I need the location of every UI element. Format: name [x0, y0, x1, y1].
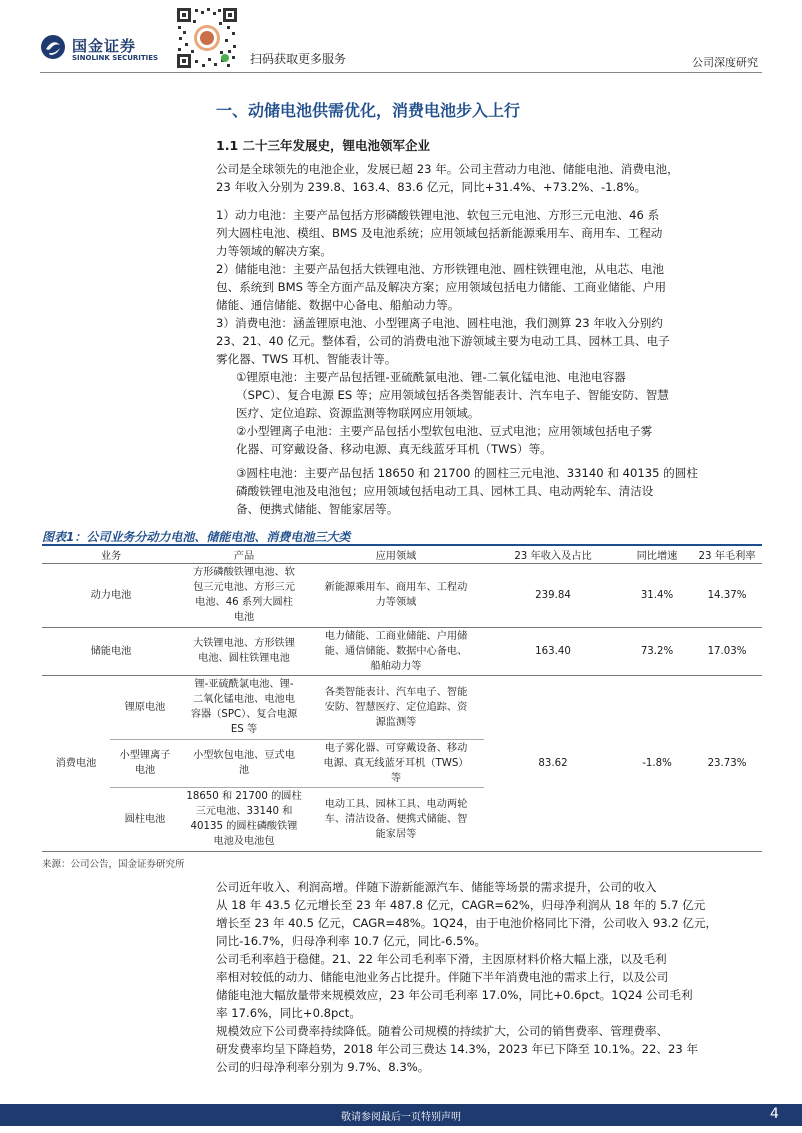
text-line: 公司近年收入、利润高增。伴随下游新能源汽车、储能等场景的需求提升，公司的收入: [216, 880, 657, 894]
cell-revenue: 163.40: [484, 627, 622, 675]
cell-business: 消费电池: [42, 675, 110, 851]
brand-logo: [40, 34, 170, 66]
cell-line: 锂-亚硫酰氯电池、锂-: [194, 679, 294, 690]
page-header: [0, 0, 802, 80]
text-line: 雾化器、TWS 耳机、智能表计等。: [216, 352, 397, 366]
cell-sub-business: 锂原电池: [110, 675, 180, 739]
cell-line: 电池、圆柱铁锂电池: [198, 653, 290, 664]
paragraph-storage-battery: [216, 260, 764, 314]
paragraph-gross-margin: [216, 950, 764, 1022]
cell-sub-business: [110, 739, 180, 787]
cell-line: ES 等: [230, 724, 258, 735]
table-row-power: [42, 563, 762, 627]
document-type-label: 公司深度研究: [692, 56, 758, 69]
cell-line: 二氧化锰电池、电池电: [193, 694, 295, 705]
table-row-lithium-primary: [42, 675, 762, 739]
cell-line: 方形磷酸铁锂电池、软: [193, 567, 295, 578]
text-line: 3）消费电池：涵盖锂原电池、小型锂离子电池、圆柱电池，我们测算 23 年收入分别约: [216, 316, 663, 330]
text-line: 储能电池大幅放量带来规模效应，23 年公司毛利率 17.0%，同比+0.6pct。1Q24 公司毛利: [216, 988, 693, 1002]
text-line: 公司是全球领先的电池企业，发展已超 23 年。公司主营动力电池、储能电池、消费电池，: [216, 162, 679, 176]
cell-line: 40135 的圆柱磷酸铁锂: [190, 821, 298, 832]
cell-application: [308, 787, 484, 851]
header-application: 应用领域: [308, 546, 484, 563]
cell-product: [180, 627, 308, 675]
cell-margin: 23.73%: [692, 675, 762, 851]
cell-sub-business: 圆柱电池: [110, 787, 180, 851]
text-line: ③圆柱电池：主要产品包括 18650 和 21700 的圆柱三元电池、33140 和 40135 的圆柱: [236, 466, 698, 480]
cell-line: 三元电池、33140 和: [195, 806, 293, 817]
text-line: 23、21、40 亿元。整体看，公司的消费电池下游领域主要为电动工具、园林工具、电子: [216, 334, 670, 348]
paragraph-cylinder-battery: [236, 464, 764, 518]
cell-line: 电动工具、园林工具、电动两轮: [324, 798, 468, 810]
cell-line: 包三元电池、方形三元: [193, 582, 295, 593]
paragraph-expense-ratio: [216, 1022, 764, 1076]
cell-line: 电子雾化器、可穿戴设备、移动: [324, 742, 468, 754]
cell-line: 车、清洁设备、便携式储能、智: [324, 813, 468, 825]
text-line: ①锂原电池：主要产品包括锂-亚硫酰氯电池、锂-二氧化锰电池、电池电容器: [236, 370, 626, 384]
text-line: （SPC）、复合电源 ES 等；应用领域包括各类智能表计、汽车电子、智能安防、智慧: [236, 388, 669, 402]
paragraph-revenue-growth: [216, 878, 764, 950]
paragraph-lithium-primary: [236, 368, 764, 422]
header-product: 产品: [180, 546, 308, 563]
cell-line: 电源、真无线蓝牙耳机（TWS）: [323, 757, 469, 769]
cell-line: 小型软包电池、豆式电: [193, 750, 295, 761]
cell-line: 等: [390, 772, 402, 784]
header-revenue: 23 年收入及占比: [484, 546, 622, 563]
qr-code-icon[interactable]: [175, 6, 239, 70]
figure-source: 来源：公司公告，国金证券研究所: [42, 859, 185, 870]
cell-business: 动力电池: [42, 563, 180, 627]
text-line: 储能、通信储能、数据中心备电、船舶动力等。: [216, 298, 460, 312]
header-margin: 23 年毛利率: [692, 546, 762, 563]
text-line: 23 年收入分别为 239.8、163.4、83.6 亿元，同比+31.4%、+73.2%、-1.8%。: [216, 180, 647, 194]
text-line: 规模效应下公司费率持续降低。随着公司规模的持续扩大，公司的销售费率、管理费率、: [216, 1024, 669, 1038]
cell-product: [180, 675, 308, 739]
text-line: 列大圆柱电池、模组、BMS 及电池系统；应用领域包括新能源乘用车、商用车、工程动: [216, 226, 663, 240]
cell-business: 储能电池: [42, 627, 180, 675]
text-line: 包、系统到 BMS 等全方面产品及解决方案；应用领域包括电力储能、工商业储能、户用: [216, 280, 667, 294]
brand-name-cn: 国金证券: [72, 37, 137, 55]
cell-line: 池: [238, 765, 250, 776]
text-line: 公司的归母净利率分别为 9.7%、8.3%。: [216, 1060, 430, 1074]
text-line: 磷酸铁锂电池及电池包；应用领域包括电动工具、园林工具、电动两轮车、清洁设: [236, 484, 654, 498]
sinolink-logo-icon: [40, 34, 66, 60]
cell-line: 源监测等: [375, 716, 417, 728]
paragraph-power-battery: [216, 206, 764, 260]
cell-line: 能家居等: [375, 828, 417, 840]
cell-revenue: 83.62: [484, 675, 622, 851]
cell-product: [180, 563, 308, 627]
cell-line: 大铁锂电池、方形铁锂: [193, 638, 295, 649]
paragraph-company-overview: [216, 160, 764, 196]
text-line: 力等领域的解决方案。: [216, 244, 332, 258]
text-line: 备、便携式储能、智能家居等。: [236, 502, 399, 516]
brand-name-en: SINOLINK SECURITIES: [72, 54, 159, 62]
cell-revenue: 239.84: [484, 563, 622, 627]
section-title: 一、动储电池供需优化，消费电池步入上行: [216, 101, 521, 120]
cell-product: [180, 739, 308, 787]
cell-line: 电池及电池包: [213, 836, 275, 847]
cell-line: 新能源乘用车、商用车、工程动: [324, 582, 468, 593]
text-line: 1）动力电池：主要产品包括方形磷酸铁锂电池、软包三元电池、方形三元电池、46 系: [216, 208, 660, 222]
text-line: 率相对较低的动力、储能电池业务占比提升。伴随下半年消费电池的需求上行，以及公司: [216, 970, 669, 984]
page-number: 4: [770, 1106, 779, 1122]
text-line: 化器、可穿戴设备、移动电源、真无线蓝牙耳机（TWS）等。: [236, 442, 552, 456]
cell-yoy: 31.4%: [622, 563, 692, 627]
cell-line: 电池: [233, 612, 255, 623]
text-line: 研发费率均呈下降趋势，2018 年公司三费达 14.3%，2023 年已下降至 10.1%。22、23 年: [216, 1042, 699, 1056]
cell-line: 18650 和 21700 的圆柱: [186, 791, 302, 802]
business-segment-table: [42, 546, 762, 852]
footer-disclaimer: 敬请参阅最后一页特别声明: [341, 1112, 461, 1123]
cell-yoy: 73.2%: [622, 627, 692, 675]
cell-line: 小型锂离子: [119, 750, 171, 761]
paragraph-small-lithium-ion: [236, 422, 764, 458]
cell-line: 力等领域: [375, 597, 417, 608]
cell-application: [308, 675, 484, 739]
paragraph-consumer-battery: [216, 314, 764, 368]
cell-margin: 17.03%: [692, 627, 762, 675]
text-line: 从 18 年 43.5 亿元增长至 23 年 487.8 亿元，CAGR=62%，归母净利润从 18 年的 5.7 亿元: [216, 898, 706, 912]
table-header-row: [42, 546, 762, 563]
cell-application: [308, 563, 484, 627]
cell-line: 船舶动力等: [370, 660, 422, 672]
cell-application: [308, 627, 484, 675]
text-line: 率 17.6%，同比+0.8pct。: [216, 1006, 361, 1020]
cell-application: [308, 739, 484, 787]
text-line: 公司毛利率趋于稳健。21、22 年公司毛利率下滑，主因原材料价格大幅上涨，以及毛利: [216, 952, 667, 966]
text-line: 同比-16.7%，归母净利率 10.7 亿元，同比-6.5%。: [216, 934, 487, 948]
header-yoy: 同比增速: [622, 546, 692, 563]
figure-title: 图表1：公司业务分动力电池、储能电池、消费电池三大类: [42, 530, 351, 544]
scan-for-service-text: 扫码获取更多服务: [250, 52, 347, 66]
cell-line: 电力储能、工商业储能、户用储: [324, 630, 468, 642]
cell-margin: 14.37%: [692, 563, 762, 627]
cell-yoy: -1.8%: [622, 675, 692, 851]
cell-line: 电池、46 系列大圆柱: [195, 597, 293, 608]
text-line: 2）储能电池：主要产品包括大铁锂电池、方形铁锂电池、圆柱铁锂电池，从电芯、电池: [216, 262, 664, 276]
cell-line: 容器（SPC）、复合电源: [190, 709, 298, 720]
cell-line: 能、通信储能、数据中心备电、: [324, 645, 468, 657]
table-row-storage: [42, 627, 762, 675]
header-divider: [40, 72, 762, 73]
header-business: 业务: [42, 546, 180, 563]
cell-line: 电池: [134, 765, 156, 776]
cell-line: 各类智能表计、汽车电子、智能: [324, 686, 468, 698]
subsection-title: 1.1 二十三年发展史，锂电池领军企业: [216, 138, 430, 153]
text-line: 医疗、定位追踪、资源监测等物联网应用领域。: [236, 406, 480, 420]
cell-line: 安防、智慧医疗、定位追踪、资: [324, 701, 468, 713]
text-line: ②小型锂离子电池：主要产品包括小型软包电池、豆式电池；应用领域包括电子雾: [236, 424, 653, 438]
text-line: 增长至 23 年 40.5 亿元，CAGR=48%。1Q24，由于电池价格同比下滑，公司收入 93.2 亿元，: [216, 916, 718, 930]
cell-product: [180, 787, 308, 851]
